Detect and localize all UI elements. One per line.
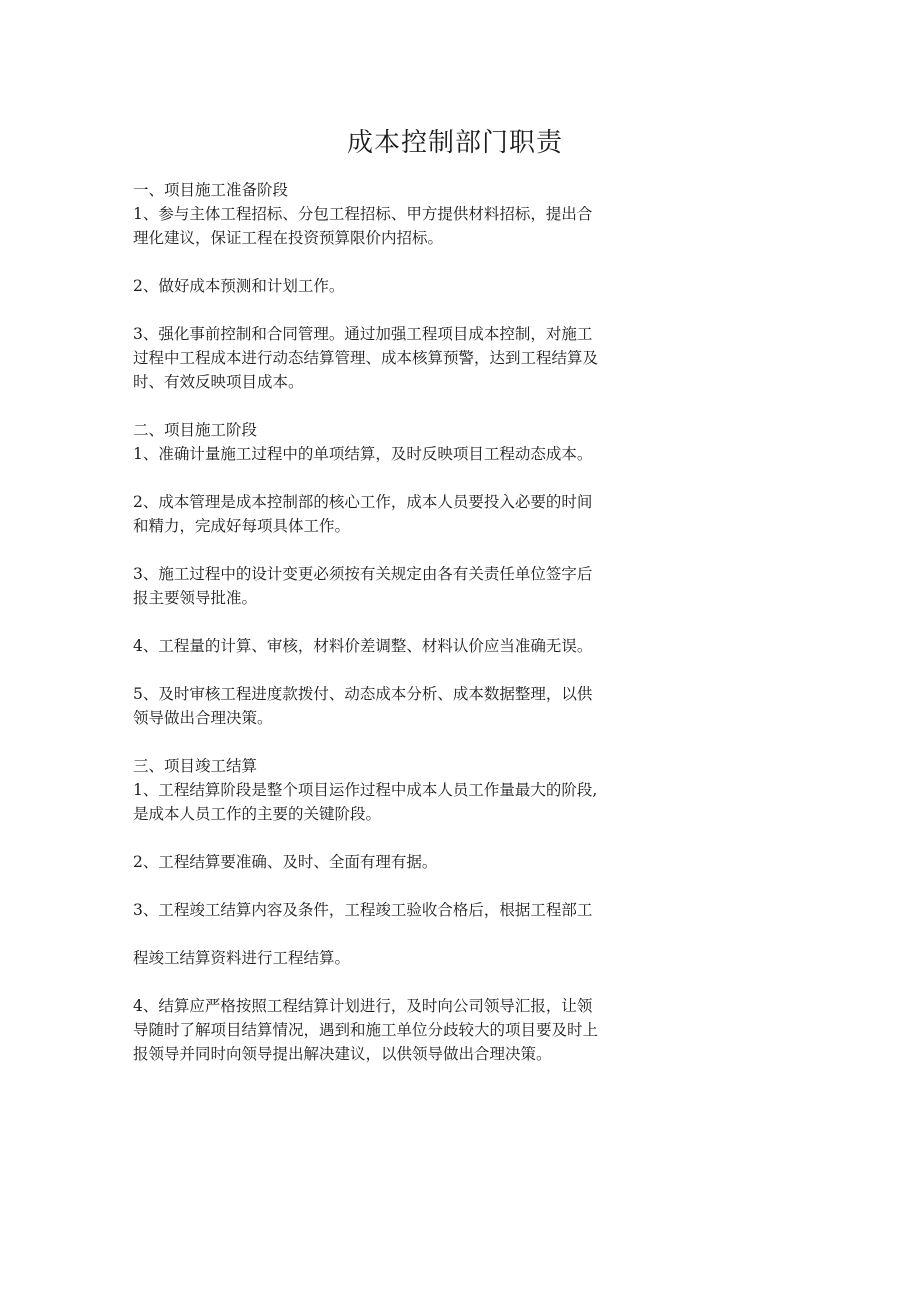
list-item [133,490,693,538]
list-item [133,682,693,730]
paragraph-line: 是成本人员工作的主要的关键阶段。 [133,805,382,823]
section-heading: 一、项目施工准备阶段 [133,181,289,199]
list-item [133,442,693,466]
section-2 [133,418,693,730]
list-item [133,778,693,826]
paragraph-line: 1、准确计量施工过程中的单项结算，及时反映项目工程动态成本。 [133,445,593,463]
paragraph-line: 3、施工过程中的设计变更必须按有关规定由各有关责任单位签字后 [133,565,593,583]
section-3 [133,754,693,1066]
paragraph-line: 5、及时审核工程进度款拨付、动态成本分析、成本数据整理，以供 [133,685,593,703]
paragraph-line: 领导做出合理决策。 [133,709,273,727]
list-item [133,850,693,874]
paragraph-line: 和精力，完成好每项具体工作。 [133,517,351,535]
document-body [133,178,693,1066]
paragraph-line: 2、做好成本预测和计划工作。 [133,277,345,295]
list-item [133,898,693,922]
section-heading: 二、项目施工阶段 [133,421,258,439]
list-item [133,274,693,298]
paragraph-line: 报领导并同时向领导提出解决建议，以供领导做出合理决策。 [133,1045,552,1063]
paragraph-line: 3、工程竣工结算内容及条件，工程竣工验收合格后，根据工程部工 [133,901,593,919]
list-item [133,994,693,1066]
paragraph-line: 2、工程结算要准确、及时、全面有理有据。 [133,853,438,871]
list-item [133,946,693,970]
paragraph-line: 时、有效反映项目成本。 [133,373,304,391]
paragraph-line: 1、参与主体工程招标、分包工程招标、甲方提供材料招标，提出合 [133,205,593,223]
list-item [133,634,693,658]
paragraph-line: 3、强化事前控制和合同管理。通过加强工程项目成本控制，对施工 [133,325,593,343]
paragraph-line: 过程中工程成本进行动态结算管理、成本核算预警，达到工程结算及 [133,349,599,367]
paragraph-line: 4、结算应严格按照工程结算计划进行，及时向公司领导汇报，让领 [133,997,593,1015]
section-1 [133,178,693,394]
list-item [133,562,693,610]
paragraph-line: 报主要领导批准。 [133,589,258,607]
list-item [133,202,693,250]
paragraph-line: 程竣工结算资料进行工程结算。 [133,949,351,967]
document-title: 成本控制部门职责 [346,128,563,158]
paragraph-line: 1、工程结算阶段是整个项目运作过程中成本人员工作量最大的阶段, [133,781,598,799]
section-heading: 三、项目竣工结算 [133,757,258,775]
list-item [133,322,693,394]
paragraph-line: 理化建议，保证工程在投资预算限价内招标。 [133,229,444,247]
paragraph-line: 4、工程量的计算、审核，材料价差调整、材料认价应当准确无误。 [133,637,593,655]
paragraph-line: 2、成本管理是成本控制部的核心工作，成本人员要投入必要的时间 [133,493,593,511]
paragraph-line: 导随时了解项目结算情况，遇到和施工单位分歧较大的项目要及时上 [133,1021,599,1039]
